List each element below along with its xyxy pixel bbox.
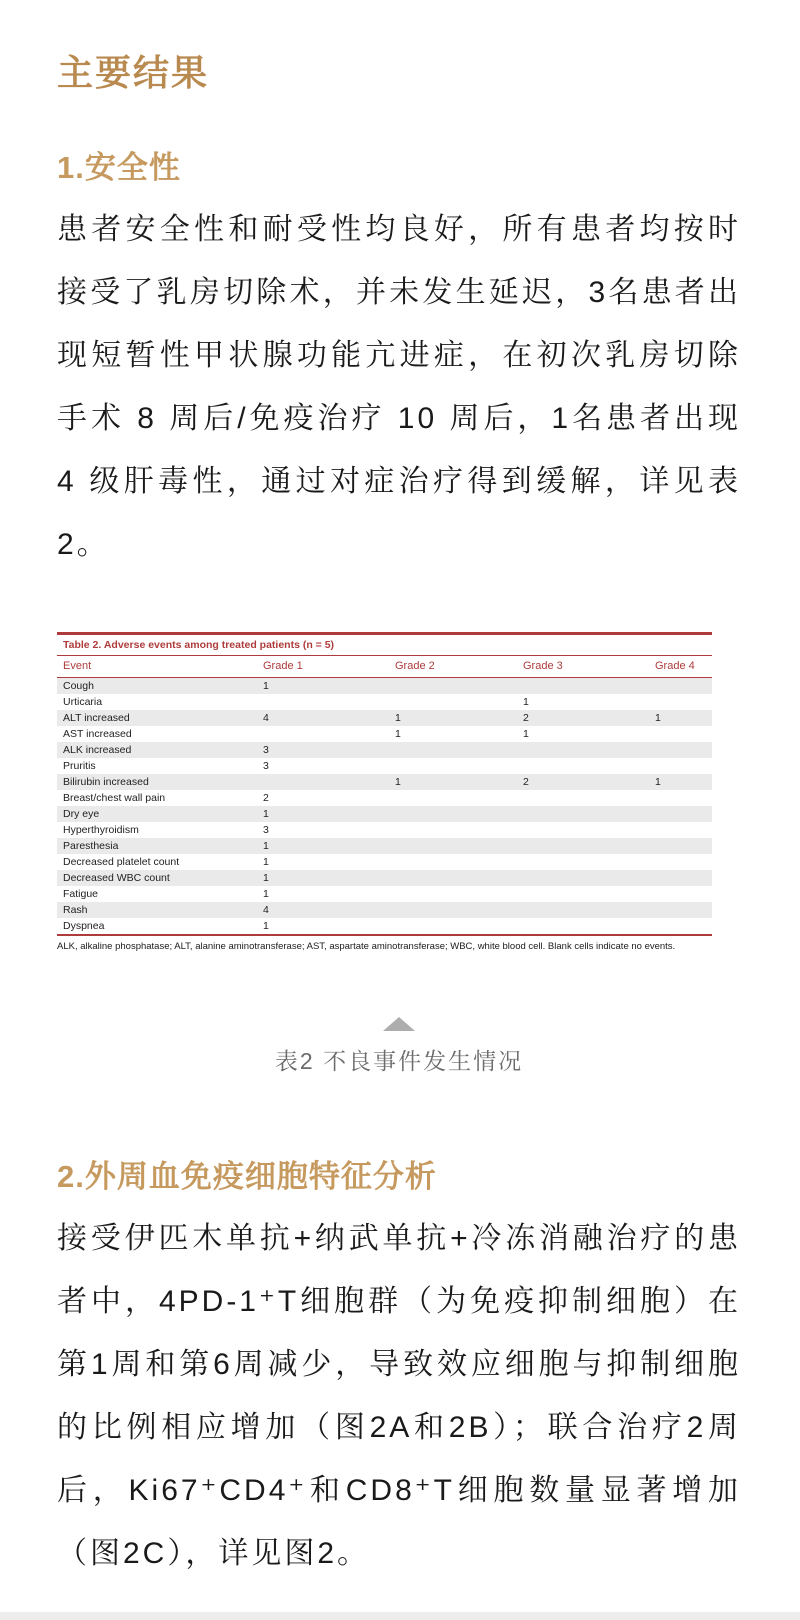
- event-cell: Paresthesia: [63, 839, 119, 852]
- event-cell: Dyspnea: [63, 919, 105, 932]
- event-cell: Hyperthyroidism: [63, 823, 139, 836]
- grade-count-cell: 1: [395, 727, 401, 740]
- table-row: [57, 854, 712, 870]
- table-row: [57, 742, 712, 758]
- event-cell: Dry eye: [63, 807, 100, 820]
- grade-count-cell: [395, 742, 523, 758]
- grade-count-cell: 4: [263, 711, 269, 724]
- table-row: [57, 806, 712, 822]
- grade-count-cell: 1: [263, 871, 269, 884]
- grade-count-cell: 1: [263, 919, 269, 932]
- table-row: [57, 902, 712, 918]
- grade-count-cell: 2: [523, 775, 529, 788]
- grade-count-cell: [523, 918, 655, 935]
- table-row: [57, 790, 712, 806]
- event-cell: Bilirubin increased: [63, 775, 149, 788]
- event-cell: Breast/chest wall pain: [63, 791, 166, 804]
- grade-count-cell: [395, 854, 523, 870]
- table-row: [57, 758, 712, 774]
- table-row: [57, 918, 712, 935]
- grade-count-cell: 3: [263, 823, 269, 836]
- adverse-events-grid: [57, 656, 712, 936]
- event-cell: ALT increased: [63, 711, 130, 724]
- grade-count-cell: 4: [263, 903, 269, 916]
- event-cell: Urticaria: [63, 695, 103, 708]
- grade-count-cell: [655, 790, 712, 806]
- grade-count-cell: [523, 838, 655, 854]
- grade-count-cell: [523, 790, 655, 806]
- grade-count-cell: [655, 854, 712, 870]
- grade-count-cell: [395, 758, 523, 774]
- column-header-grade2: Grade 2: [395, 656, 523, 678]
- grade-count-cell: 3: [263, 743, 269, 756]
- grade-count-cell: [523, 902, 655, 918]
- grade-count-cell: [395, 694, 523, 710]
- grade-count-cell: [263, 694, 395, 710]
- grade-count-cell: 1: [523, 727, 529, 740]
- event-cell: Cough: [63, 679, 94, 692]
- grade-count-cell: [523, 870, 655, 886]
- grade-count-cell: [395, 806, 523, 822]
- section-2-heading: 2.外周血免疫细胞特征分析: [57, 1159, 437, 1194]
- grade-count-cell: 2: [263, 791, 269, 804]
- event-cell: AST increased: [63, 727, 132, 740]
- table-row: [57, 886, 712, 902]
- grade-count-cell: [523, 678, 655, 695]
- grade-count-cell: [395, 790, 523, 806]
- column-header-grade4: Grade 4: [655, 656, 712, 678]
- table-row: [57, 726, 712, 742]
- grade-count-cell: [655, 886, 712, 902]
- event-cell: Rash: [63, 903, 88, 916]
- event-cell: Decreased WBC count: [63, 871, 170, 884]
- grade-count-cell: [395, 886, 523, 902]
- grade-count-cell: [523, 822, 655, 838]
- grade-count-cell: [655, 758, 712, 774]
- grade-count-cell: [395, 822, 523, 838]
- table-header-row: [57, 656, 712, 678]
- grade-count-cell: [655, 806, 712, 822]
- event-cell: Fatigue: [63, 887, 99, 900]
- table-row: [57, 694, 712, 710]
- grade-count-cell: 1: [263, 839, 269, 852]
- grade-count-cell: [655, 694, 712, 710]
- column-header-grade1: Grade 1: [263, 656, 395, 678]
- grade-count-cell: [395, 902, 523, 918]
- adverse-events-table: [57, 632, 712, 957]
- column-header-event: Event: [57, 656, 263, 678]
- grade-count-cell: 3: [263, 759, 269, 772]
- grade-count-cell: 1: [655, 711, 661, 724]
- section-1-paragraph: 患者安全性和耐受性均良好，所有患者均按时接受了乳房切除术，并未发生延迟，3名患者出现短暂性甲状腺功能亢进症，在初次乳房切除手术 8 周后/免疫治疗 10 周后，1名患者出现 4 级肝毒性，通过对症治疗得到缓解，详见表2。: [57, 213, 741, 561]
- grade-count-cell: [655, 902, 712, 918]
- table-row: [57, 822, 712, 838]
- section-1-heading: 1.安全性: [57, 150, 181, 185]
- page-title: 主要结果: [57, 53, 210, 93]
- grade-count-cell: 1: [263, 807, 269, 820]
- grade-count-cell: 1: [263, 679, 269, 692]
- grade-count-cell: 1: [395, 775, 401, 788]
- table-caption: 表2 不良事件发生情况: [274, 1048, 524, 1074]
- grade-count-cell: [523, 742, 655, 758]
- table-row: [57, 774, 712, 790]
- bottom-bar: [0, 1612, 800, 1620]
- grade-count-cell: [655, 918, 712, 935]
- grade-count-cell: [523, 854, 655, 870]
- grade-count-cell: [523, 886, 655, 902]
- grade-count-cell: [395, 678, 523, 695]
- table-row: [57, 838, 712, 854]
- table-footnote: ALK, alkaline phosphatase; ALT, alanine aminotransferase; AST, aspartate aminotransferase; WBC, white blood cell. Blank cells indicate no events.: [57, 941, 676, 952]
- grade-count-cell: 1: [523, 695, 529, 708]
- grade-count-cell: [263, 726, 395, 742]
- grade-count-cell: [655, 742, 712, 758]
- grade-count-cell: [395, 870, 523, 886]
- triangle-up-icon: [383, 1017, 415, 1031]
- grade-count-cell: [523, 758, 655, 774]
- grade-count-cell: [655, 822, 712, 838]
- table-row: [57, 678, 712, 695]
- grade-count-cell: 1: [263, 887, 269, 900]
- event-cell: Pruritis: [63, 759, 96, 772]
- event-cell: Decreased platelet count: [63, 855, 180, 868]
- table-row: [57, 870, 712, 886]
- grade-count-cell: 2: [523, 711, 529, 724]
- grade-count-cell: 1: [655, 775, 661, 788]
- table-title: Table 2. Adverse events among treated patients (n = 5): [57, 632, 712, 656]
- column-header-grade3: Grade 3: [523, 656, 655, 678]
- grade-count-cell: 1: [395, 711, 401, 724]
- grade-count-cell: [655, 870, 712, 886]
- adverse-events-tbody: [57, 678, 712, 936]
- section-2-paragraph: 接受伊匹木单抗+纳武单抗+冷冻消融治疗的患者中，4PD-1⁺T细胞群（为免疫抑制细胞）在第1周和第6周减少，导致效应细胞与抑制细胞的比例相应增加（图2A和2B）；联合治疗2周后，Ki67⁺CD4⁺和CD8⁺T细胞数量显著增加（图2C），详见图2。: [57, 1222, 741, 1570]
- grade-count-cell: [263, 774, 395, 790]
- table-row: [57, 710, 712, 726]
- grade-count-cell: [655, 838, 712, 854]
- grade-count-cell: [395, 918, 523, 935]
- grade-count-cell: 1: [263, 855, 269, 868]
- grade-count-cell: [523, 806, 655, 822]
- grade-count-cell: [655, 678, 712, 695]
- event-cell: ALK increased: [63, 743, 132, 756]
- grade-count-cell: [655, 726, 712, 742]
- grade-count-cell: [395, 838, 523, 854]
